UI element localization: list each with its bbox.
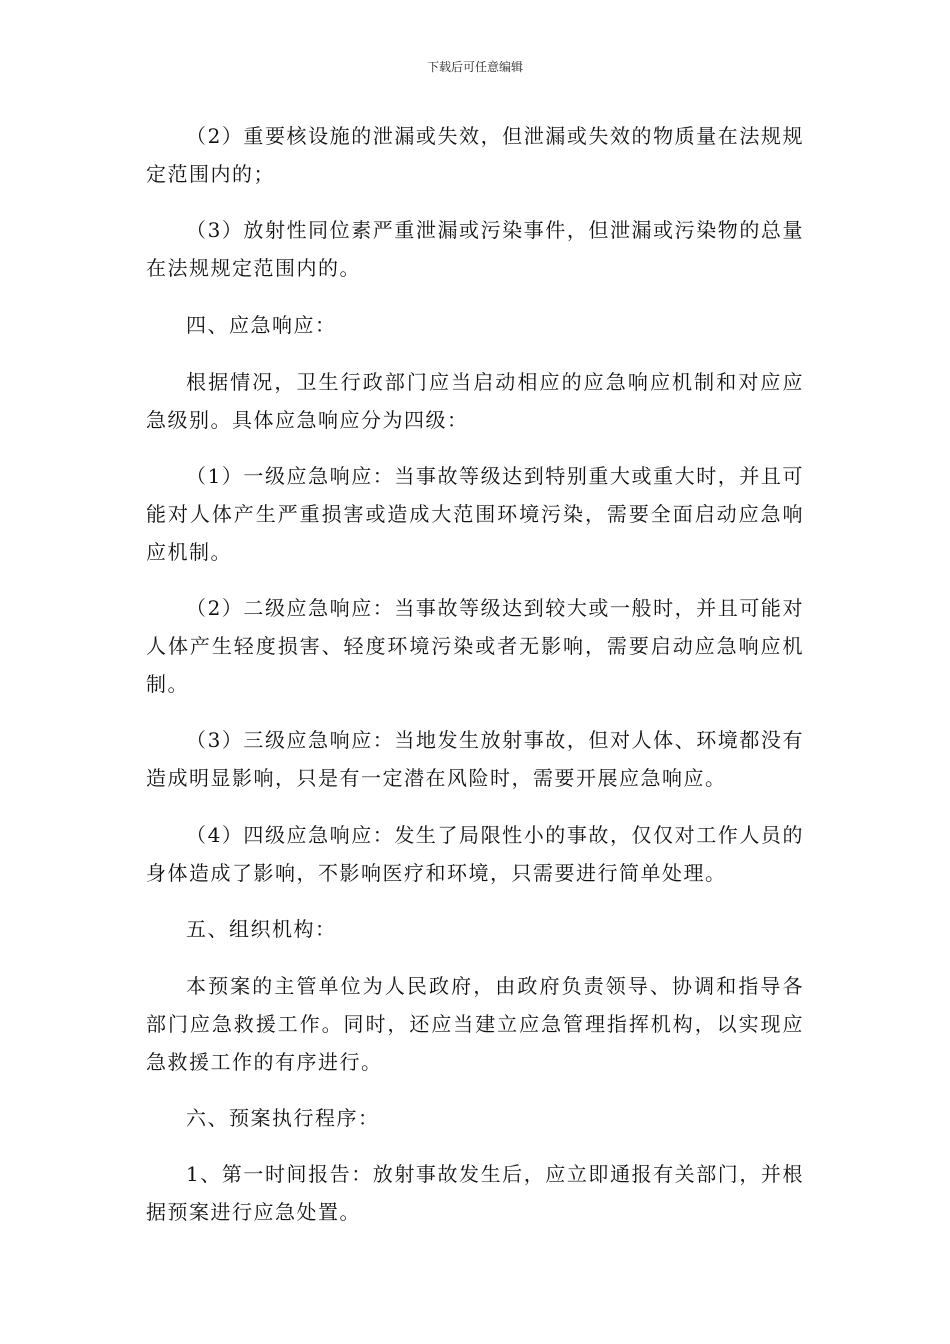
section-heading-procedure: 六、预案执行程序： [186, 1106, 380, 1130]
paragraph-level-2-response: （2）二级应急响应：当事故等级达到较大或一般时，并且可能对人体产生轻度损害、轻度环境污染或者无影响，需要启动应急响应机制。 [146, 596, 804, 696]
paragraph-organization: 本预案的主管单位为人民政府，由政府负责领导、协调和指导各部门应急救援工作。同时，还应当建立应急管理指挥机构，以实现应急救援工作的有序进行。 [146, 974, 804, 1074]
paragraph-level-4-response: （4）四级应急响应：发生了局限性小的事故，仅仅对工作人员的身体造成了影响，不影响医疗和环境，只需要进行简单处理。 [146, 823, 804, 885]
section-heading-emergency-response: 四、应急响应： [186, 313, 337, 337]
document-body [146, 117, 804, 1231]
page-header: 下载后可任意编辑 [426, 60, 523, 74]
paragraph-level-3-response: （3）三级应急响应：当地发生放射事故，但对人体、环境都没有造成明显影响，只是有一定潜在风险时，需要开展应急响应。 [146, 728, 804, 790]
section-heading-organization: 五、组织机构： [186, 917, 337, 941]
paragraph-procedure-step-1: 1、第一时间报告：放射事故发生后，应立即通报有关部门，并根据预案进行应急处置。 [146, 1162, 804, 1224]
paragraph-item-2: （2）重要核设施的泄漏或失效，但泄漏或失效的物质量在法规规定范围内的； [146, 124, 804, 186]
paragraph-response-intro: 根据情况，卫生行政部门应当启动相应的应急响应机制和对应应急级别。具体应急响应分为四级： [146, 370, 804, 432]
paragraph-item-3: （3）放射性同位素严重泄漏或污染事件，但泄漏或污染物的总量在法规规定范围内的。 [146, 218, 804, 280]
paragraph-level-1-response: （1）一级应急响应：当事故等级达到特别重大或重大时，并且可能对人体产生严重损害或造成大范围环境污染，需要全面启动应急响应机制。 [146, 464, 804, 564]
